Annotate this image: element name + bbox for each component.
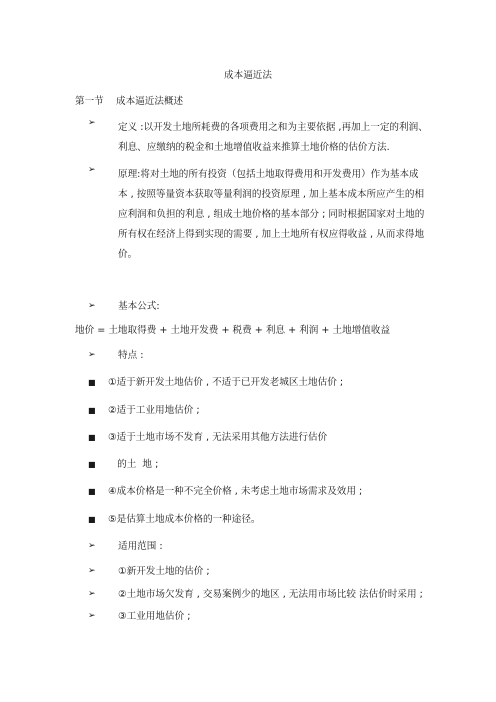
feature-text: ③适于土地市场不发育 , 无法采用其他方法进行估价 [108, 432, 328, 443]
arrow-bullet-icon: ➢ [88, 566, 96, 576]
feature-item [88, 432, 428, 444]
arrow-bullet-icon: ➢ [88, 541, 96, 551]
square-bullet-icon: ■ [88, 433, 96, 442]
scope-item [88, 589, 448, 601]
square-bullet-icon: ■ [88, 515, 96, 524]
feature-text: ⑤是估算土地成本价格的一种途径。 [108, 514, 261, 525]
scope-item [88, 566, 428, 578]
formula-label: 基本公式: [118, 301, 160, 312]
feature-text: 的土 地 ; [108, 459, 159, 470]
arrow-bullet-icon: ➢ [88, 611, 96, 621]
section-heading: 第一节 成本逼近法概述 [75, 96, 184, 107]
definition-item [88, 118, 428, 158]
scope-item [88, 611, 428, 623]
square-bullet-icon: ■ [88, 406, 96, 415]
feature-text: ④成本价格是一种不完全价格 , 未考虑土地市场需求及效用 ; [108, 486, 363, 497]
arrow-bullet-icon: ➢ [88, 589, 96, 599]
scope-label-item [88, 541, 428, 553]
scope-label: 适用范围 : [118, 541, 163, 552]
document-title: 成本逼近法 [224, 70, 272, 81]
principle-text: 原理:将对土地的所有投资（包括土地取得费用和开发费用）作为基本成本 , 按照等量资本获取等量利润的投资原理 , 加上基本成本所应产生的相应利润和负担的利息 , 组成土地价格的基本部分 ; 同时根据国家对土地的所有权在经济上得到实现的需要 , 加上土地所有权应得收益 , 从而求得地价。 [118, 169, 425, 260]
arrow-bullet-icon: ➢ [88, 350, 96, 360]
features-label: 特点 : [118, 350, 144, 361]
square-bullet-icon: ■ [88, 487, 96, 496]
feature-item [88, 405, 428, 417]
square-bullet-icon: ■ [88, 378, 96, 387]
feature-text: ①适于新开发土地估价 , 不适于已开发老城区土地估价 ; [108, 377, 344, 388]
formula-text: 地价 = 土地取得费 + 土地开发费 + 税费 + 利息 + 利润 + 土地增值收益 [75, 325, 391, 336]
arrow-bullet-icon: ➢ [88, 301, 96, 311]
feature-item [88, 377, 428, 389]
feature-item [88, 514, 428, 526]
square-bullet-icon: ■ [88, 460, 96, 469]
formula-label-item [88, 301, 428, 313]
feature-text: ②适于工业用地估价 ; [108, 405, 200, 416]
scope-text: ②土地市场欠发育 , 交易案例少的地区 , 无法用市场比较 法估价时采用 ; [118, 589, 423, 600]
feature-item [88, 459, 428, 471]
definition-text: 定义 :以开发土地所耗费的各项费用之和为主要依据 ,再加上一定的利润、利息、应缴纳的税金和土地增值收益来推算土地价格的估价方法. [118, 122, 428, 153]
principle-item [88, 165, 428, 265]
arrow-bullet-icon: ➢ [88, 165, 96, 175]
features-label-item [88, 350, 428, 362]
scope-text: ①新开发土地的估价 ; [118, 566, 210, 577]
arrow-bullet-icon: ➢ [88, 118, 96, 128]
scope-text: ③工业用地估价 ; [118, 611, 191, 622]
feature-item [88, 486, 428, 498]
